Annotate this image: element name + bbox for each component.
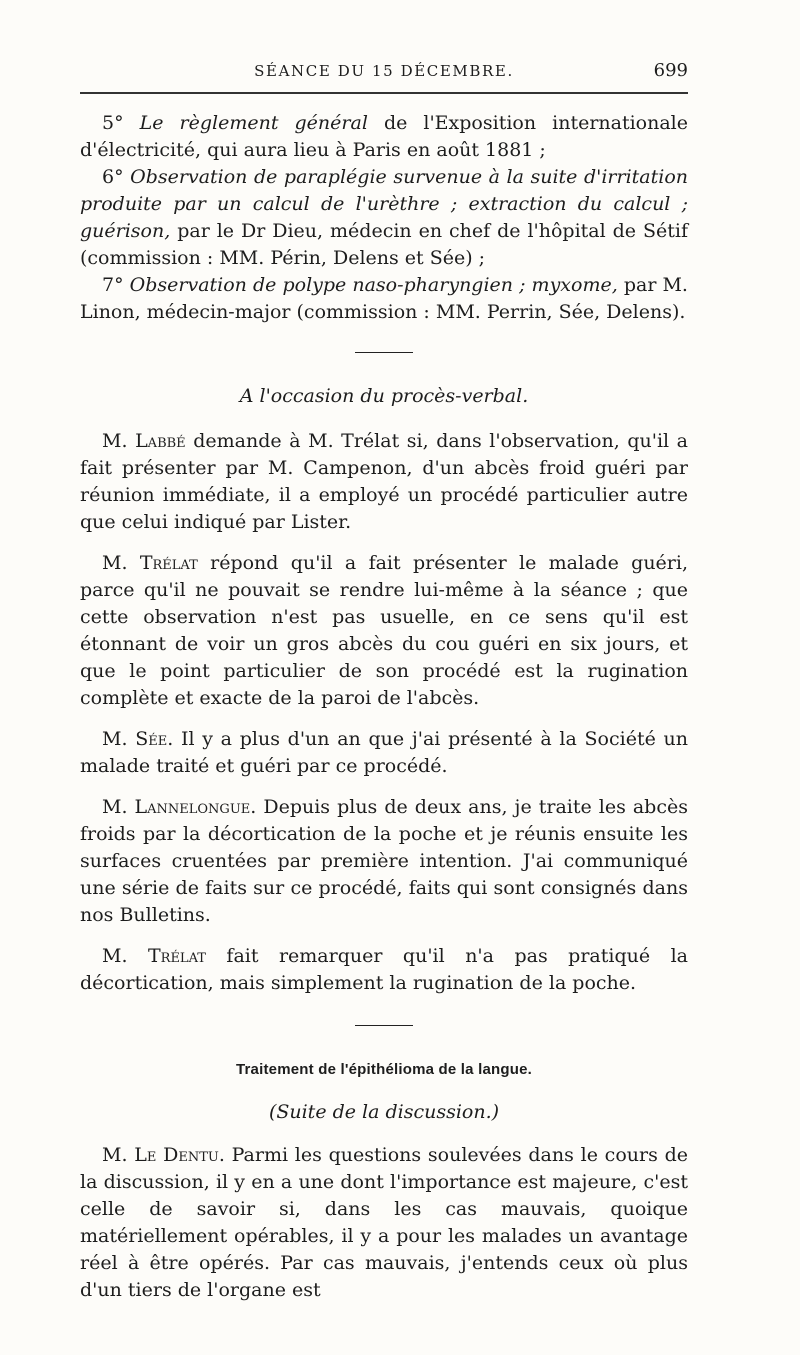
- speaker-le-dentu: M. Le Dentu.: [102, 1144, 225, 1166]
- item-7-title: Observation de polype naso-pharyngien ; myxome,: [129, 274, 618, 296]
- paragraph-lannelongue-text: Depuis plus de deux ans, je traite les abcès froids par la décortication de la poche et je réunis ensuite les surfaces cruentées par première intention. J'ai communiqué une série de faits sur ce procédé, faits qui sont consignés dans nos Bulletins.: [80, 796, 688, 926]
- item-5-text: de l'Exposition internationale d'électricité, qui aura lieu à Paris en août 1881 ;: [80, 112, 689, 161]
- speaker-see: M. Sée.: [102, 728, 174, 750]
- item-7-number: 7°: [102, 274, 130, 296]
- section-divider: [355, 352, 413, 353]
- paragraph-trelat-2-text: fait remarquer qu'il n'a pas pratiqué la décortication, mais simplement la rugination de la poche.: [80, 945, 689, 994]
- item-7: [80, 272, 688, 326]
- item-6-text: par le Dr Dieu, médecin en chef de l'hôpital de Sétif (commission : MM. Périn, Delens et Sée) ;: [80, 220, 688, 269]
- paragraph-labbe-text: demande à M. Trélat si, dans l'observation, qu'il a fait présenter par M. Campenon, d'un abcès froid guéri par réunion immédiate, il a employé un procédé particulier autre que celui indiqué par Lister.: [80, 430, 688, 533]
- header-rule: [80, 92, 688, 94]
- speaker-trelat-1: M. Trélat: [102, 552, 198, 574]
- section-heading-epithelioma: Traitement de l'épithélioma de la langue.: [235, 1061, 532, 1078]
- paragraph-trelat-2: [80, 943, 688, 997]
- item-6: [80, 164, 688, 272]
- paragraph-labbe: [80, 428, 688, 536]
- item-6-title: Observation de paraplégie survenue à la suite d'irritation produite par un calcul de l'urèthre ; extraction du calcul ; guérison,: [80, 166, 688, 242]
- speaker-lannelongue: M. Lannelongue.: [102, 796, 257, 818]
- item-7-text: par M. Linon, médecin-major (commission : MM. Perrin, Sée, Delens).: [80, 274, 688, 323]
- section-divider-2: [355, 1025, 413, 1026]
- item-5: [80, 110, 688, 164]
- running-head-title: SÉANCE DU 15 DÉCEMBRE.: [254, 62, 514, 80]
- item-6-number: 6°: [102, 166, 131, 188]
- paragraph-le-dentu-text: Parmi les questions soulevées dans le cours de la discussion, il y en a une dont l'importance est majeure, c'est celle de savoir si, dans les cas mauvais, quoique matériellement opérables, il y a pour les malades un avantage réel à être opérés. Par cas mauvais, j'entends ceux où plus d'un tiers de l'organe est: [80, 1144, 688, 1301]
- item-5-title: Le règlement général: [139, 112, 368, 134]
- page-number: 699: [653, 60, 688, 81]
- paragraph-see: [80, 726, 688, 780]
- body-text: [80, 110, 688, 1304]
- paragraph-lannelongue: [80, 794, 688, 929]
- section-subheading: (Suite de la discussion.): [268, 1101, 500, 1123]
- section-heading-proces-verbal: A l'occasion du procès-verbal.: [239, 385, 529, 407]
- paragraph-see-text: Il y a plus d'un an que j'ai présenté à la Société un malade traité et guéri par ce procédé.: [80, 728, 688, 777]
- running-head: [80, 58, 688, 84]
- paragraph-trelat-1-text: répond qu'il a fait présenter le malade guéri, parce qu'il ne pouvait se rendre lui-même à la séance ; que cette observation n'est pas usuelle, en ce sens qu'il est étonnant de voir un gros abcès du cou guéri en six jours, et que le point particulier de son procédé est la rugination complète et exacte de la paroi de l'abcès.: [80, 552, 689, 709]
- speaker-trelat-2: M. Trélat: [102, 945, 206, 967]
- speaker-labbe: M. Labbé: [102, 430, 186, 452]
- paragraph-trelat-1: [80, 550, 688, 712]
- item-5-number: 5°: [102, 112, 140, 134]
- paragraph-le-dentu: [80, 1142, 688, 1304]
